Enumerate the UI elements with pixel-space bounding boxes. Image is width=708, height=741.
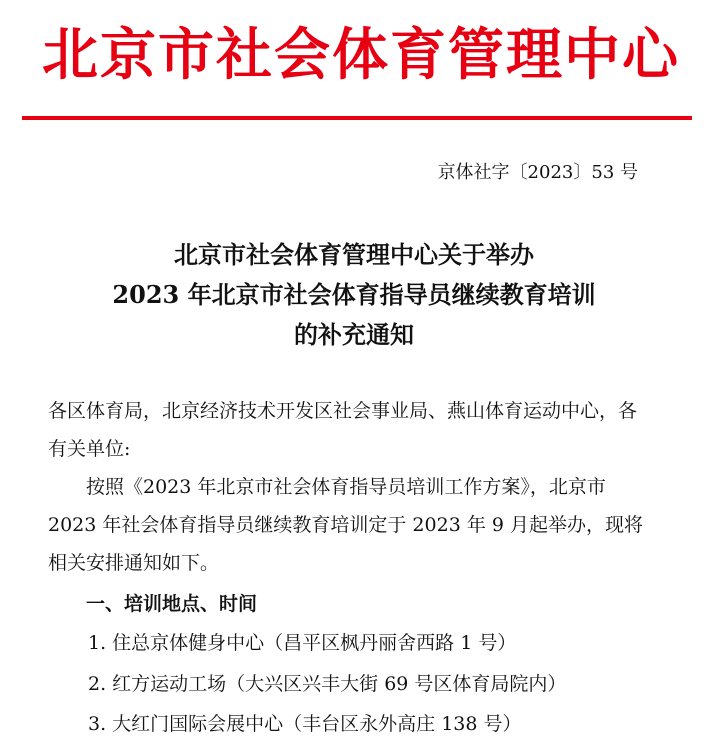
letterhead-org-name: 北京市社会体育管理中心: [42, 23, 680, 88]
list-item: 3. 大红门国际会展中心（丰台区永外高庄 138 号）: [88, 713, 522, 735]
section-heading-location-time: 一、培训地点、时间: [86, 593, 258, 615]
intro-paragraph: 按照《2023 年北京市社会体育指导员培训工作方案》，北京市 2023 年社会体育指导员继续教育培训定于 2023 年 9 月起举办，现将相关安排通知如下。: [48, 476, 643, 574]
addressee: 各区体育局，北京经济技术开发区社会事业局、燕山体育运动中心，各有关单位:: [48, 400, 638, 460]
list-item: 2. 红方运动工场（大兴区兴丰大街 69 号区体育局院内）: [88, 673, 567, 695]
notice-title-line-3: 的补充通知: [294, 320, 414, 349]
list-item: 1. 住总京体健身中心（昌平区枫丹丽舍西路 1 号）: [88, 632, 517, 654]
letterhead-red-rule: [22, 116, 692, 120]
document-number: 京体社字〔2023〕53 号: [437, 162, 638, 183]
notice-title-line-1: 北京市社会体育管理中心关于举办: [174, 240, 534, 269]
notice-title: [0, 235, 708, 355]
notice-title-line-2: 2023 年北京市社会体育指导员继续教育培训: [112, 280, 596, 309]
